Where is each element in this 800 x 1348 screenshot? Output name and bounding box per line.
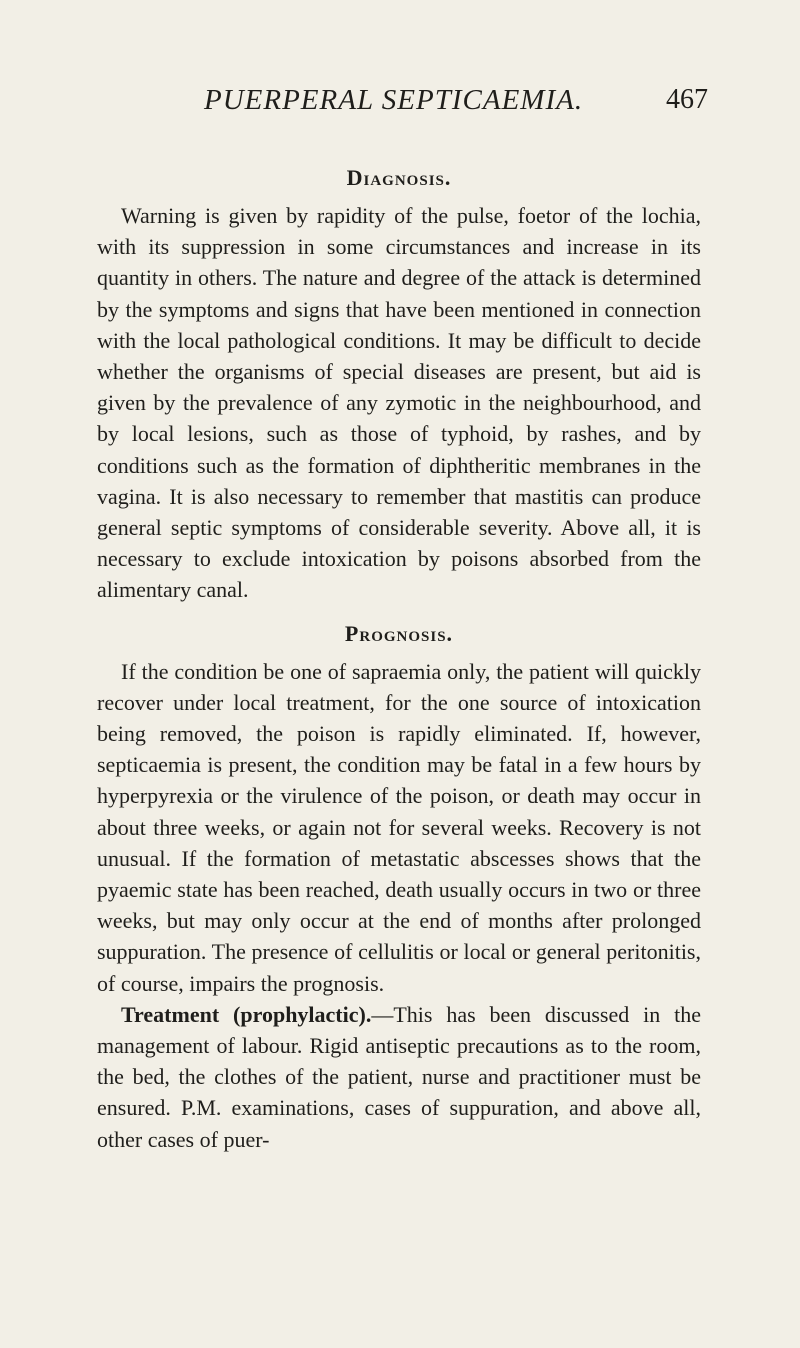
diagnosis-heading: Diagnosis. [346, 165, 452, 190]
treatment-lead: Treatment (prophylactic). [121, 1001, 372, 1027]
treatment-body: —This has been discussed in the management of labour. Rigid antiseptic precautions as to the room, the bed, the clothes of the patient, nurse and practitioner must be ensured. P.M. examinations, cases of suppuration, and above all, other cases of puer- [97, 1001, 701, 1152]
diagnosis-paragraph: Warning is given by rapidity of the pulse, foetor of the lochia, with its suppression in some circumstances and increase in its quantity in others. The nature and degree of the attack is determined by the symptoms and signs that have been mentioned in connection with the local pathological conditions. It may be difficult to decide whether the organisms of special diseases are present, but aid is given by the prevalence of any zymotic in the neighbourhood, and by local lesions, such as those of typhoid, by rashes, and by conditions such as the formation of diphtheritic membranes in the vagina. It is also necessary to remember that mastitis can produce general septic symptoms of considerable severity. Above all, it is necessary to exclude intoxication by poisons absorbed from the alimentary canal. [97, 203, 701, 603]
body-text-column [97, 160, 701, 1155]
running-head [204, 84, 708, 124]
treatment-paragraph [97, 999, 701, 1155]
running-title: PUERPERAL SEPTICAEMIA. [204, 84, 584, 116]
prognosis-paragraph: If the condition be one of sapraemia only, the patient will quickly recover under local treatment, for the one source of intoxication being removed, the poison is rapidly eliminated. If, however, septicaemia is present, the condition may be fatal in a few hours by hyperpyrexia or the virulence of the poison, or death may occur in about three weeks, or again not for several weeks. Recovery is not unusual. If the formation of metastatic abscesses shows that the pyaemic state has been reached, death usually occurs in two or three weeks, but may only occur at the end of months after prolonged suppuration. The presence of cellulitis or local or general peritonitis, of course, impairs the prognosis. [97, 658, 701, 996]
page-number: 467 [666, 84, 708, 115]
prognosis-heading: Prognosis. [344, 620, 454, 646]
